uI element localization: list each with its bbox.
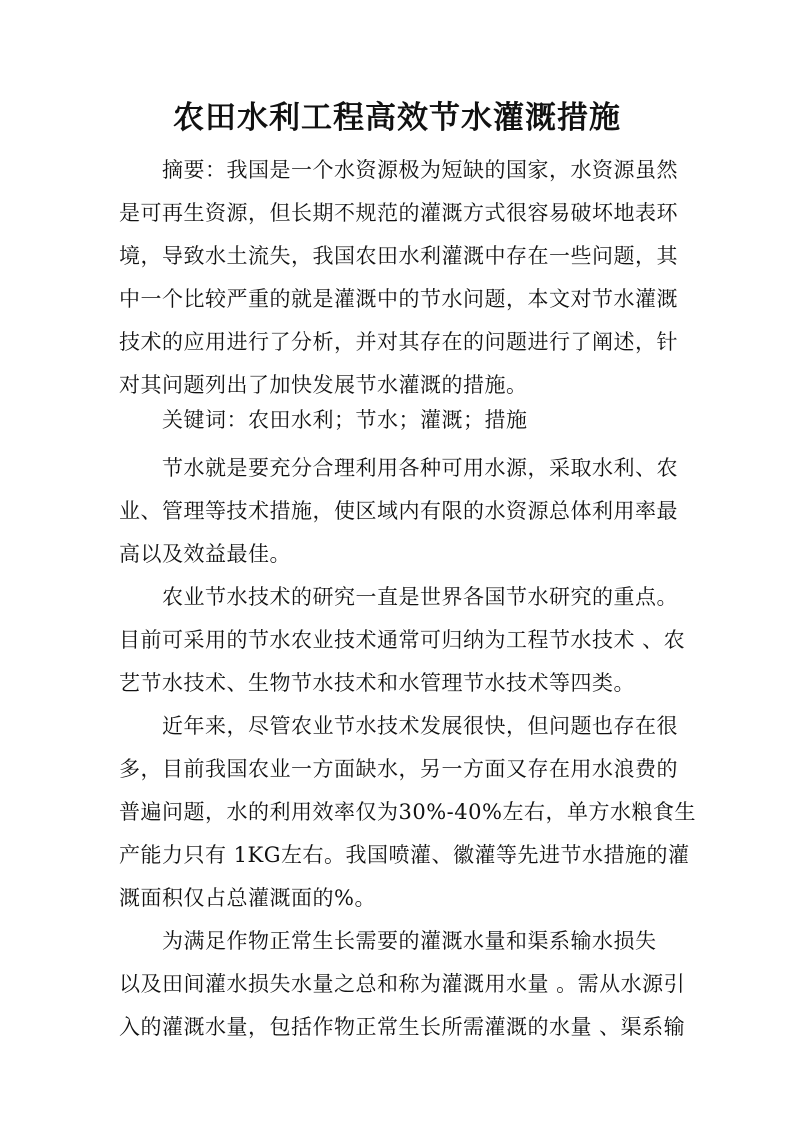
paragraph-line: 高以及效益最佳。: [119, 542, 291, 566]
paragraph-line: 艺节水技术、生物节水技术和水管理节水技术等四类。: [119, 671, 635, 695]
paragraph-line: 普遍问题，水的利用效率仅为30%-40%左右，单方水粮食生: [119, 800, 696, 824]
paragraph-line: 业、管理等技术措施，使区域内有限的水资源总体利用率最: [119, 499, 678, 523]
paragraph-line: 溉面积仅占总灌溉面的%。: [119, 886, 376, 910]
abstract-line: 对其问题列出了加快发展节水灌溉的措施。: [119, 373, 528, 397]
abstract-line: 境，导致水土流失，我国农田水利灌溉中存在一些问题，其: [119, 244, 678, 268]
document-title: 农田水利工程高效节水灌溉措施: [173, 100, 621, 136]
keywords-line: 关键词：农田水利；节水；灌溉；措施: [162, 408, 528, 432]
paragraph-line: 以及田间灌水损失水量之总和称为灌溉用水量 。需从水源引: [119, 972, 686, 996]
paragraph-line: 为满足作物正常生长需要的灌溉水量和渠系输水损失: [162, 929, 657, 953]
paragraph-line: 入的灌溉水量，包括作物正常生长所需灌溉的水量 、渠系输: [119, 1015, 686, 1039]
abstract-line: 技术的应用进行了分析，并对其存在的问题进行了阐述，针: [119, 330, 678, 354]
abstract-line: 是可再生资源，但长期不规范的灌溉方式很容易破坏地表环: [119, 201, 678, 225]
abstract-line: 摘要：我国是一个水资源极为短缺的国家，水资源虽然: [162, 158, 678, 182]
paragraph-line: 农业节水技术的研究一直是世界各国节水研究的重点。: [162, 585, 678, 609]
abstract-line: 中一个比较严重的就是灌溉中的节水问题，本文对节水灌溉: [119, 287, 678, 311]
paragraph-line: 节水就是要充分合理利用各种可用水源，采取水利、农: [162, 456, 678, 480]
paragraph-line: 多，目前我国农业一方面缺水，另一方面又存在用水浪费的: [119, 757, 678, 781]
paragraph-line: 目前可采用的节水农业技术通常可归纳为工程节水技术 、农: [119, 628, 686, 652]
paragraph-line: 产能力只有 1KG左右。我国喷灌、徽灌等先进节水措施的灌: [119, 843, 690, 867]
paragraph-line: 近年来，尽管农业节水技术发展很快，但问题也存在很: [162, 714, 678, 738]
